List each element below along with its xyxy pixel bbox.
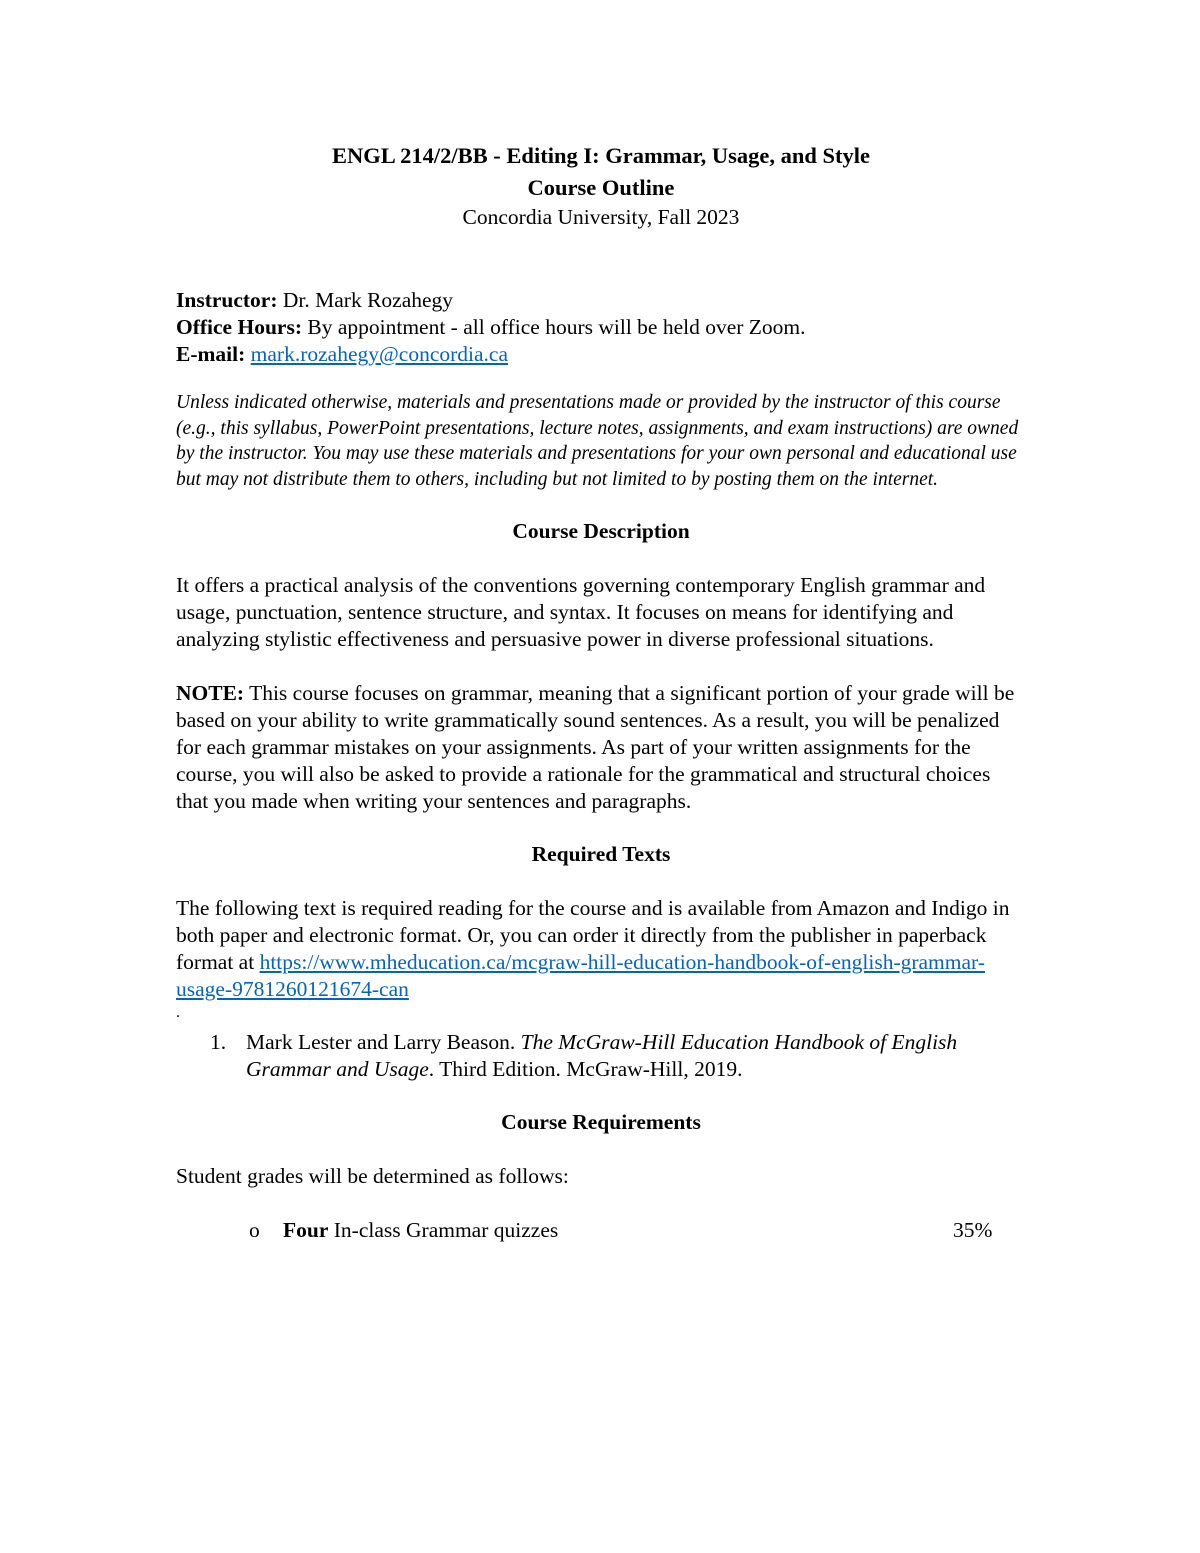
document-content [176, 140, 1026, 1244]
required-texts-intro [176, 895, 1026, 1003]
reference-details: . Third Edition. McGraw-Hill, 2019. [428, 1057, 743, 1081]
course-requirements-heading: Course Requirements [501, 1110, 701, 1134]
email-line [176, 341, 1026, 368]
trailing-period: . [176, 1004, 180, 1021]
course-description-heading: Course Description [512, 519, 690, 543]
reference-title: The McGraw-Hill Education Handbook of English Grammar and Usage [246, 1030, 958, 1081]
instructor-info [176, 287, 1026, 368]
reference-item [176, 1029, 1026, 1083]
required-texts-heading: Required Texts [531, 842, 671, 866]
copyright-disclaimer: Unless indicated otherwise, materials and presentations made or provided by the instructor of this course (e.g., this syllabus, PowerPoint presentations, lecture notes, assignments, and exam instructions) are owned by the instructor. You may use these materials and presentations for your own personal and educational use but may not distribute them to others, including but not limited to by posting them on the internet. [176, 392, 1019, 490]
grade-item-label [283, 1217, 558, 1244]
course-description-paragraph: It offers a practical analysis of the conventions governing contemporary English grammar and usage, punctuation, sentence structure, and syntax. It focuses on means for identifying and analyzing stylistic effectiveness and persuasive power in diverse professional situations. [176, 573, 986, 651]
grade-item [176, 1217, 1026, 1244]
reference-number: 1. [210, 1030, 227, 1054]
institution-line: Concordia University, Fall 2023 [462, 205, 740, 229]
note-paragraph [176, 680, 1026, 815]
course-title: ENGL 214/2/BB - Editing I: Grammar, Usage, and Style [332, 143, 870, 168]
instructor-label: Instructor: [176, 288, 278, 312]
email-link[interactable]: mark.rozahegy@concordia.ca [250, 342, 509, 366]
office-hours-label: Office Hours: [176, 315, 302, 339]
instructor-value: Dr. Mark Rozahegy [277, 288, 454, 312]
reference-authors: Mark Lester and Larry Beason. [246, 1030, 521, 1054]
grade-item-bold: Four [283, 1218, 329, 1242]
grade-item-percent: 35% [953, 1218, 993, 1242]
course-subtitle: Course Outline [527, 175, 675, 200]
grade-item-text: In-class Grammar quizzes [328, 1218, 559, 1242]
note-label: NOTE: [176, 681, 245, 705]
course-requirements-intro: Student grades will be determined as follows: [176, 1164, 569, 1188]
note-text: This course focuses on grammar, meaning that a significant portion of your grade will be based on your ability to write grammatically sound sentences. As a result, you will be penalized for each grammar mistakes on your assignments. As part of your written assignments for the course, you will also be asked to provide a rationale for the grammatical and structural choices that you made when writing your sentences and paragraphs. [176, 681, 1015, 813]
publisher-link[interactable]: https://www.mheducation.ca/mcgraw-hill-education-handbook-of-english-grammar-usage-9781260121674-can [176, 950, 985, 1001]
bullet-marker: o [249, 1218, 260, 1242]
office-hours-line [176, 314, 1026, 341]
email-label: E-mail: [176, 342, 246, 366]
instructor-line [176, 287, 1026, 314]
required-texts-intro-text: The following text is required reading for the course and is available from Amazon and Indigo in both paper and electronic format. Or, you can order it directly from the publisher in paperback format at [176, 896, 1010, 974]
office-hours-value: By appointment - all office hours will be held over Zoom. [301, 315, 806, 339]
